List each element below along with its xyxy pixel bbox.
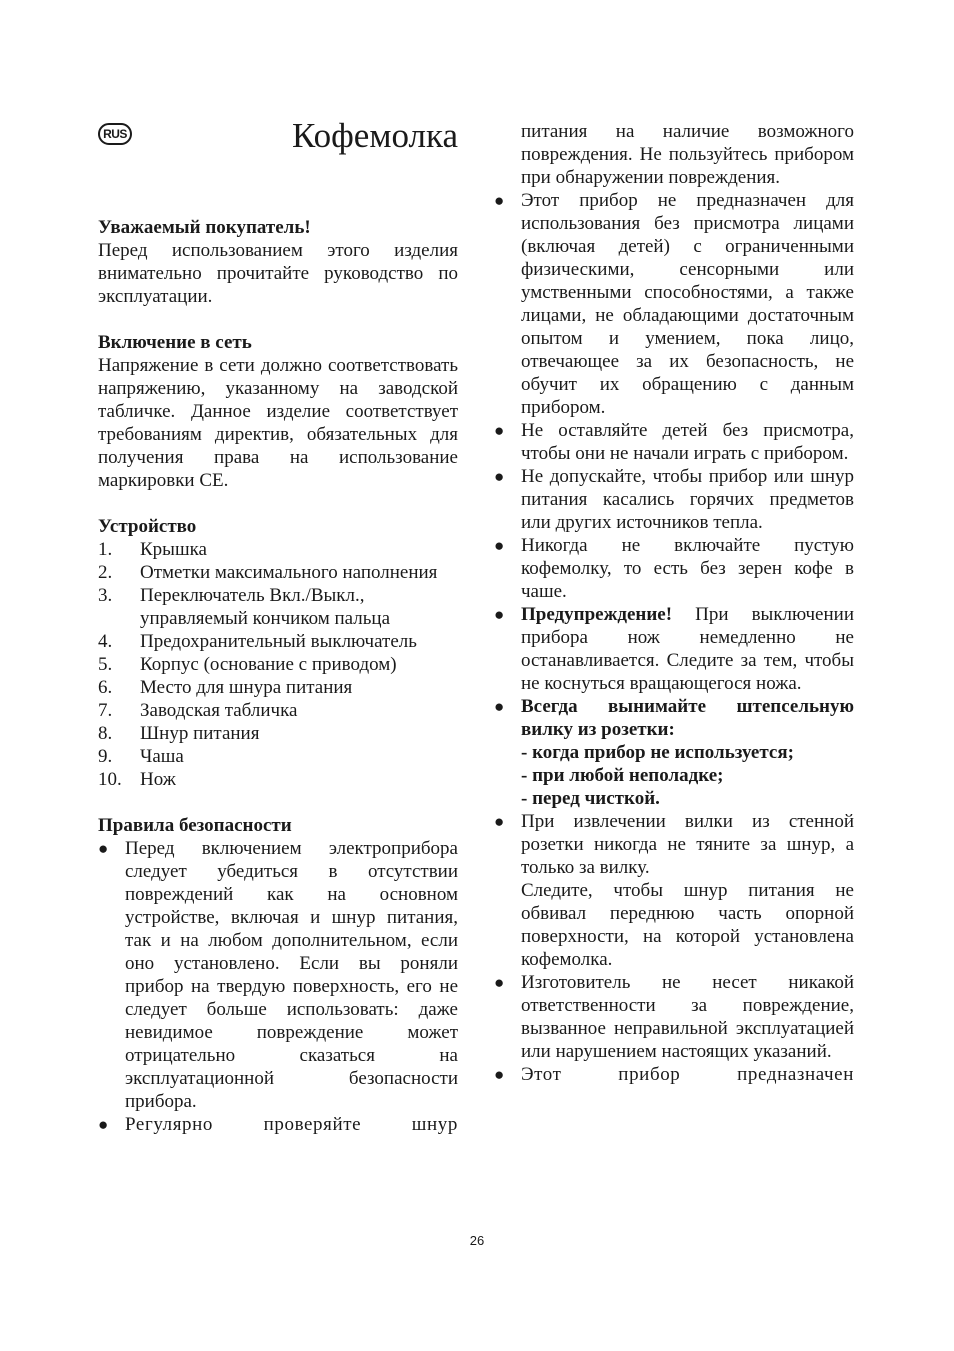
bullet-icon: ● [494,812,505,831]
bullet-icon: ● [494,697,505,716]
list-item [494,465,854,534]
bullet-text: Не оставляйте детей без присмотра, чтобы они не начали играть с прибором. [521,420,854,464]
left-column [98,120,458,1136]
warning-text: При выключении прибора нож немедленно не останавливается. Следите за тем, чтобы не коснуться вращающегося ножа. [521,604,854,694]
bullet-icon: ● [494,1065,505,1084]
list-item [98,745,458,768]
item-text: Место для шнура питания [140,677,353,698]
warning-label: Предупреждение! [521,604,673,625]
item-text: Крышка [140,539,207,560]
bullet-text: Этот прибор не предназначен для использования без присмотра лицами (включая детей) с ограниченными физическими, сенсорными или умственными способностями, а также лицами, не обладающими достаточным опытом и умением, пока лицо, отвечающее за их безопасность, не обучит их обращению с данным прибором. [521,190,854,418]
list-item [494,1063,854,1086]
greeting-text: Перед использованием этого изделия внимательно прочитайте руководство по эксплуатации. [98,240,458,307]
bullet-icon: ● [98,839,109,858]
list-item [98,1113,458,1136]
item-text: Корпус (основание с приводом) [140,654,397,675]
list-item [98,676,458,699]
bullet-text: Не допускайте, чтобы прибор или шнур питания касались горячих предметов или других источников тепла. [521,466,854,533]
greeting-heading: Уважаемый покупатель! [98,217,311,238]
list-item [98,653,458,676]
list-item [494,120,854,189]
power-text: Напряжение в сети должно соответствовать напряжению, указанному на заводской табличке. Данное изделие соответствует требованиям директив, обязательных для получения права на использование маркировки CE. [98,355,458,491]
list-item [98,630,458,653]
item-text: Чаша [140,746,184,767]
language-badge: RUS [98,123,132,145]
list-item [494,971,854,1063]
bullet-icon: ● [494,421,505,440]
list-item [98,538,458,561]
item-text: Переключатель Вкл./Выкл., управляемый кончиком пальца [140,585,391,629]
item-text: Предохранительный выключатель [140,631,417,652]
device-heading: Устройство [98,516,197,537]
item-number: 4. [98,631,113,652]
bullet-icon: ● [494,467,505,486]
item-number: 6. [98,677,113,698]
list-item [98,768,458,791]
item-number: 7. [98,700,113,721]
safety-heading: Правила безопасности [98,815,292,836]
list-item [494,603,854,695]
bullet-icon: ● [494,536,505,555]
list-item [98,699,458,722]
bullet-icon: ● [494,973,505,992]
bullet-icon: ● [494,191,505,210]
list-item [98,722,458,745]
bullet-text: питания на наличие возможного повреждения. Не пользуйтесь прибором при обнаружении повреждения. [521,121,854,188]
unplug-case: - перед чисткой. [521,788,660,809]
bullet-text: Перед включением электроприбора следует убедиться в отсутствии повреждений как на основном устройстве, включая и шнур питания, так и на любом дополнительном, если оно установлено. Если вы роняли прибор на твердую поверхность, его не следует больше использовать: даже невидимое повреждение может отрицательно сказаться на эксплуатационной безопасности прибора. [125,838,458,1112]
right-column [494,120,854,1086]
list-item [494,695,854,810]
safety-list [98,837,458,1136]
list-item [494,419,854,465]
page-number: 26 [469,1233,485,1248]
bullet-text [521,603,854,695]
list-item [494,189,854,419]
cord-paragraph: Следите, чтобы шнур питания не обвивал переднюю часть опорной поверхности, на которой установлена кофемолка. [521,880,854,970]
bullet-text [521,810,854,971]
bullet-text: Изготовитель не несет никакой ответственности за повреждение, вызванное неправильной эксплуатацией или нарушением настоящих указаний. [521,972,854,1062]
item-text: Шнур питания [140,723,260,744]
item-number: 2. [98,562,113,583]
item-text: Отметки максимального наполнения [140,562,438,583]
unplug-case: - при любой неполадке; [521,765,724,786]
bullet-icon: ● [494,605,505,624]
item-number: 5. [98,654,113,675]
safety-list-continued [494,120,854,1086]
bullet-text [521,695,854,810]
item-number: 3. [98,585,113,606]
list-item [98,561,458,584]
power-heading: Включение в сеть [98,332,252,353]
list-item [494,534,854,603]
item-number: 8. [98,723,113,744]
bullet-text: Никогда не включайте пустую кофемолку, то есть без зерен кофе в чаше. [521,535,854,602]
device-parts-list [98,538,458,791]
bullet-text: Этот прибор предназначен [521,1064,854,1085]
item-number: 10. [98,769,122,790]
list-item [98,837,458,1113]
bullet-text: Регулярно проверяйте шнур [125,1114,458,1135]
page-title: Кофемолка [292,116,458,155]
item-number: 9. [98,746,113,767]
bullet-icon: ● [98,1115,109,1134]
plug-paragraph: При извлечении вилки из стенной розетки никогда не тяните за шнур, а только за вилку. [521,811,854,878]
unplug-heading: Всегда вынимайте штепсельную вилку из розетки: [521,696,854,740]
list-item [98,584,458,630]
item-number: 1. [98,539,113,560]
list-item [494,810,854,971]
item-text: Заводская табличка [140,700,298,721]
unplug-case: - когда прибор не используется; [521,742,794,763]
item-text: Нож [140,769,176,790]
